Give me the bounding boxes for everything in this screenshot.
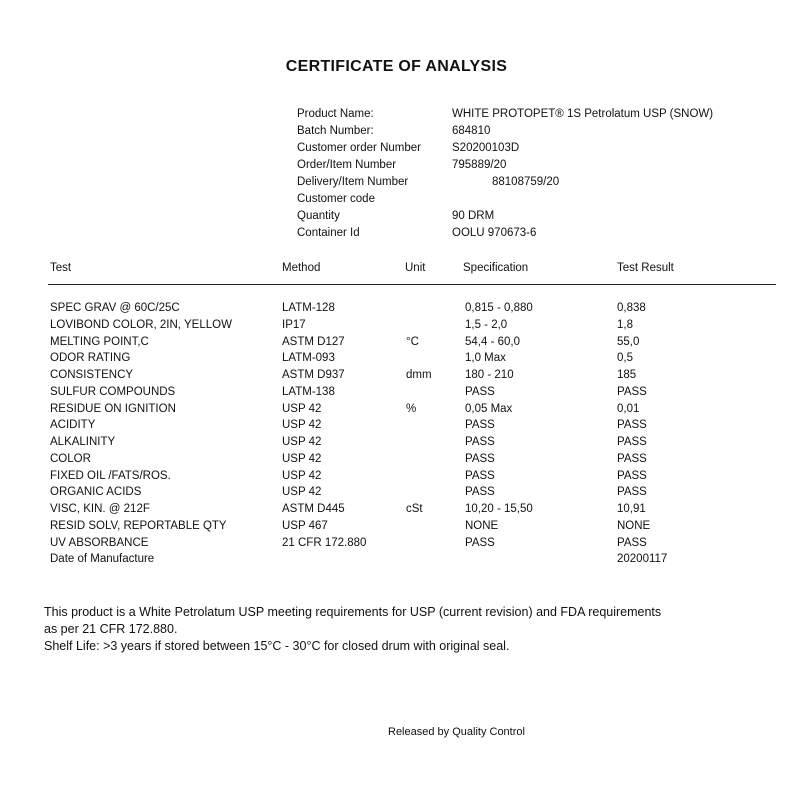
compliance-statement-cont: as per 21 CFR 172.880. bbox=[44, 622, 178, 636]
info-label: Batch Number: bbox=[297, 125, 374, 137]
cell-test: ACIDITY bbox=[50, 419, 96, 432]
cell-unit: °C bbox=[406, 335, 419, 348]
cell-result: PASS bbox=[617, 436, 647, 448]
table-row bbox=[0, 352, 793, 369]
cell-test: MELTING POINT,C bbox=[50, 335, 149, 348]
column-header-test-result: Test Result bbox=[617, 262, 674, 274]
table-row bbox=[0, 302, 793, 319]
cell-test: ALKALINITY bbox=[50, 436, 116, 448]
cell-specification: PASS bbox=[465, 469, 495, 482]
info-value: 684810 bbox=[452, 125, 491, 137]
table-row bbox=[0, 520, 793, 537]
column-header-test: Test bbox=[50, 262, 72, 274]
cell-specification: PASS bbox=[465, 436, 495, 448]
cell-specification: PASS bbox=[465, 536, 495, 549]
cell-specification: 1,0 Max bbox=[465, 352, 506, 365]
cell-method: LATM-128 bbox=[282, 302, 335, 314]
cell-test: COLOR bbox=[50, 452, 91, 465]
cell-method: USP 42 bbox=[282, 419, 322, 432]
table-row bbox=[0, 470, 793, 487]
cell-test: ORGANIC ACIDS bbox=[50, 486, 142, 499]
cell-test: VISC, KIN. @ 212F bbox=[50, 503, 150, 515]
info-label: Customer code bbox=[297, 193, 375, 205]
info-label: Customer order Number bbox=[297, 142, 421, 154]
table-row bbox=[0, 503, 793, 520]
cell-test: RESIDUE ON IGNITION bbox=[50, 402, 176, 415]
cell-specification: NONE bbox=[465, 519, 499, 532]
cell-method: USP 42 bbox=[282, 452, 322, 465]
cell-test: CONSISTENCY bbox=[50, 369, 134, 381]
compliance-statement: This product is a White Petrolatum USP meeting requirements for USP (current revision) and FDA requirements bbox=[44, 605, 662, 619]
cell-specification: 0,815 - 0,880 bbox=[465, 302, 533, 314]
table-row bbox=[0, 336, 793, 353]
cell-test: LOVIBOND COLOR, 2IN, YELLOW bbox=[50, 318, 232, 331]
cell-specification: 0,05 Max bbox=[465, 402, 513, 415]
cell-method: USP 42 bbox=[282, 402, 322, 415]
cell-unit: dmm bbox=[406, 369, 432, 381]
cell-result: PASS bbox=[617, 419, 647, 432]
table-row bbox=[0, 386, 793, 403]
info-label: Container Id bbox=[297, 227, 360, 239]
cell-result: 0,838 bbox=[617, 302, 646, 314]
shelf-life-statement: Shelf Life: >3 years if stored between 15°C - 30°C for closed drum with original seal. bbox=[44, 639, 510, 653]
cell-method: USP 42 bbox=[282, 486, 322, 499]
cell-method: 21 CFR 172.880 bbox=[282, 536, 367, 549]
cell-result: PASS bbox=[617, 536, 647, 549]
cell-method: USP 467 bbox=[282, 519, 328, 532]
info-label: Quantity bbox=[297, 210, 340, 222]
cell-method: ASTM D445 bbox=[282, 503, 345, 515]
cell-specification: PASS bbox=[465, 452, 495, 465]
cell-unit: cSt bbox=[406, 503, 423, 515]
cell-test: RESID SOLV, REPORTABLE QTY bbox=[50, 519, 227, 532]
cell-result: PASS bbox=[617, 469, 647, 482]
cell-test: ODOR RATING bbox=[50, 352, 131, 365]
cell-method: LATM-093 bbox=[282, 352, 335, 365]
cell-method: ASTM D127 bbox=[282, 335, 345, 348]
cell-test: SPEC GRAV @ 60C/25C bbox=[50, 302, 180, 314]
cell-unit: % bbox=[406, 402, 417, 415]
column-header-method: Method bbox=[282, 262, 321, 274]
info-label: Product Name: bbox=[297, 108, 374, 120]
table-row bbox=[0, 419, 793, 436]
cell-method: IP17 bbox=[282, 318, 306, 331]
cell-method: LATM-138 bbox=[282, 385, 335, 398]
table-row bbox=[0, 319, 793, 336]
cell-result: PASS bbox=[617, 385, 647, 398]
info-label: Delivery/Item Number bbox=[297, 176, 409, 188]
cell-result: 185 bbox=[617, 369, 637, 381]
table-row bbox=[0, 436, 793, 453]
table-row bbox=[0, 403, 793, 420]
info-value: OOLU 970673-6 bbox=[452, 227, 537, 239]
info-value: S20200103D bbox=[452, 142, 520, 154]
table-row bbox=[0, 486, 793, 503]
cell-method: USP 42 bbox=[282, 436, 322, 448]
cell-result: NONE bbox=[617, 519, 651, 532]
cell-method: USP 42 bbox=[282, 469, 322, 482]
cell-test: Date of Manufacture bbox=[50, 553, 155, 566]
cell-specification: 180 - 210 bbox=[465, 369, 514, 381]
cell-specification: 1,5 - 2,0 bbox=[465, 318, 508, 331]
cell-specification: PASS bbox=[465, 486, 495, 499]
cell-result: 10,91 bbox=[617, 503, 646, 515]
table-row bbox=[0, 369, 793, 386]
info-label: Order/Item Number bbox=[297, 159, 397, 171]
table-row bbox=[0, 537, 793, 554]
info-value: 88108759/20 bbox=[492, 176, 560, 188]
cell-result: 1,8 bbox=[617, 318, 633, 331]
cell-result: 0,01 bbox=[617, 402, 640, 415]
column-header-specification: Specification bbox=[463, 262, 529, 274]
cell-result: 55,0 bbox=[617, 335, 640, 348]
release-signature-text: Released by Quality Control bbox=[388, 726, 525, 738]
info-value: WHITE PROTOPET® 1S Petrolatum USP (SNOW) bbox=[452, 108, 714, 120]
cell-specification: 54,4 - 60,0 bbox=[465, 335, 520, 348]
cell-result: PASS bbox=[617, 452, 647, 465]
cell-specification: PASS bbox=[465, 419, 495, 432]
table-row bbox=[0, 453, 793, 470]
column-header-unit: Unit bbox=[405, 262, 426, 274]
cell-result: 0,5 bbox=[617, 352, 633, 365]
info-value: 795889/20 bbox=[452, 159, 507, 171]
cell-result: 20200117 bbox=[617, 553, 668, 566]
cell-test: UV ABSORBANCE bbox=[50, 536, 149, 549]
cell-method: ASTM D937 bbox=[282, 369, 345, 381]
cell-test: SULFUR COMPOUNDS bbox=[50, 385, 176, 398]
table-row bbox=[0, 553, 793, 570]
cell-specification: 10,20 - 15,50 bbox=[465, 503, 533, 515]
header-divider bbox=[48, 284, 776, 285]
cell-specification: PASS bbox=[465, 385, 495, 398]
cell-result: PASS bbox=[617, 486, 647, 499]
document-title: CERTIFICATE OF ANALYSIS bbox=[285, 58, 508, 75]
info-value: 90 DRM bbox=[452, 210, 495, 222]
cell-test: FIXED OIL /FATS/ROS. bbox=[50, 469, 171, 482]
